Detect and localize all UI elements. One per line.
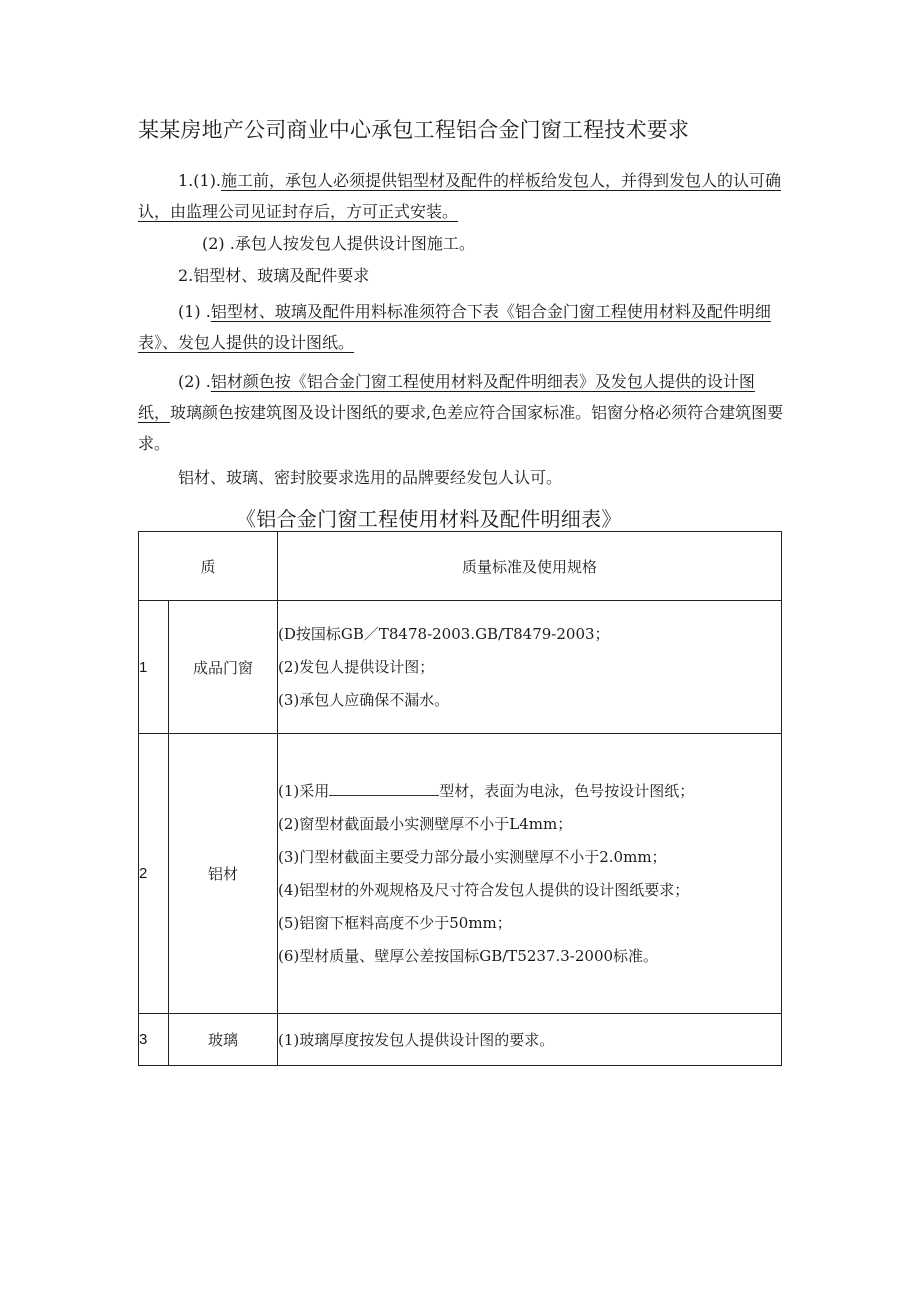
requirement-line: (2)发包人提供设计图； bbox=[278, 658, 435, 676]
row-item-name: 玻璃 bbox=[169, 1014, 278, 1066]
document-title: 某某房地产公司商业中心承包工程铝合金门窗工程技术要求 bbox=[138, 118, 690, 142]
requirement-line: (D按国标GB／T8478-2003.GB/T8479-2003； bbox=[278, 625, 610, 643]
paragraph-2: (2) .承包人按发包人提供设计图施工。 bbox=[202, 234, 475, 253]
paragraph-5-rest: 玻璃颜色按建筑图及设计图纸的要求,色差应符合国家标准。铝窗分格必须符合建筑图要求。 bbox=[138, 403, 784, 453]
row-item-name: 铝材 bbox=[169, 734, 278, 1014]
row-requirements bbox=[278, 601, 782, 734]
materials-spec-table bbox=[138, 531, 782, 1066]
paragraph-1-underlined: 施工前，承包人必须提供铝型材及配件的样板给发包人，并得到发包人的认可确认，由监理公司见证封存后，方可正式安装。 bbox=[138, 171, 782, 221]
row-requirements bbox=[278, 734, 782, 1014]
paragraph-4-prefix: (1) . bbox=[178, 302, 211, 321]
paragraph-1 bbox=[138, 165, 784, 227]
requirement-line bbox=[278, 781, 781, 801]
table-title: 《铝合金门窗工程使用材料及配件明细表》 bbox=[236, 507, 622, 531]
paragraph-5-underlined: 铝材颜色按《铝合金门窗工程使用材料及配件明细表》及发包人提供的设计图纸， bbox=[138, 372, 755, 422]
table-row bbox=[139, 734, 782, 1014]
header-quality-cell: 质 bbox=[139, 532, 278, 601]
table-header-row bbox=[139, 532, 782, 601]
paragraph-5-prefix: (2) . bbox=[178, 372, 211, 391]
requirement-prefix: (1)采用 bbox=[278, 782, 330, 800]
row-item-name: 成品门窗 bbox=[169, 601, 278, 734]
requirement-line: (3)门型材截面主要受力部分最小实测壁厚不小于2.0mm； bbox=[278, 848, 667, 866]
table-row bbox=[139, 1014, 782, 1066]
row-number: 1 bbox=[139, 601, 169, 734]
paragraph-5 bbox=[138, 366, 784, 459]
requirement-suffix: 型材，表面为电泳，色号按设计图纸； bbox=[439, 782, 695, 800]
requirement-line: (5)铝窗下框料高度不少于50mm； bbox=[278, 914, 512, 932]
requirement-line: (1)玻璃厚度按发包人提供设计图的要求。 bbox=[278, 1030, 555, 1049]
paragraph-6: 铝材、玻璃、密封胶要求选用的品牌要经发包人认可。 bbox=[178, 468, 563, 487]
requirement-line: (2)窗型材截面最小实测壁厚不小于L4mm； bbox=[278, 815, 573, 833]
blank-fill-line bbox=[329, 781, 439, 796]
paragraph-3: 2.铝型材、玻璃及配件要求 bbox=[178, 266, 370, 285]
paragraph-4-underlined: 铝型材、玻璃及配件用料标准须符合下表《铝合金门窗工程使用材料及配件明细表》、发包人提供的设计图纸。 bbox=[138, 302, 771, 352]
paragraph-1-prefix: 1.(1). bbox=[178, 171, 222, 190]
header-standard-cell: 质量标准及使用规格 bbox=[278, 532, 782, 601]
requirement-line: (6)型材质量、壁厚公差按国标GB/T5237.3-2000标准。 bbox=[278, 947, 659, 965]
row-requirements bbox=[278, 1014, 782, 1066]
row-number: 3 bbox=[139, 1014, 169, 1066]
table-row bbox=[139, 601, 782, 734]
paragraph-4 bbox=[138, 296, 784, 358]
row-number: 2 bbox=[139, 734, 169, 1014]
requirement-line: (4)铝型材的外观规格及尺寸符合发包人提供的设计图纸要求； bbox=[278, 881, 690, 899]
requirement-line: (3)承包人应确保不漏水。 bbox=[278, 691, 450, 709]
